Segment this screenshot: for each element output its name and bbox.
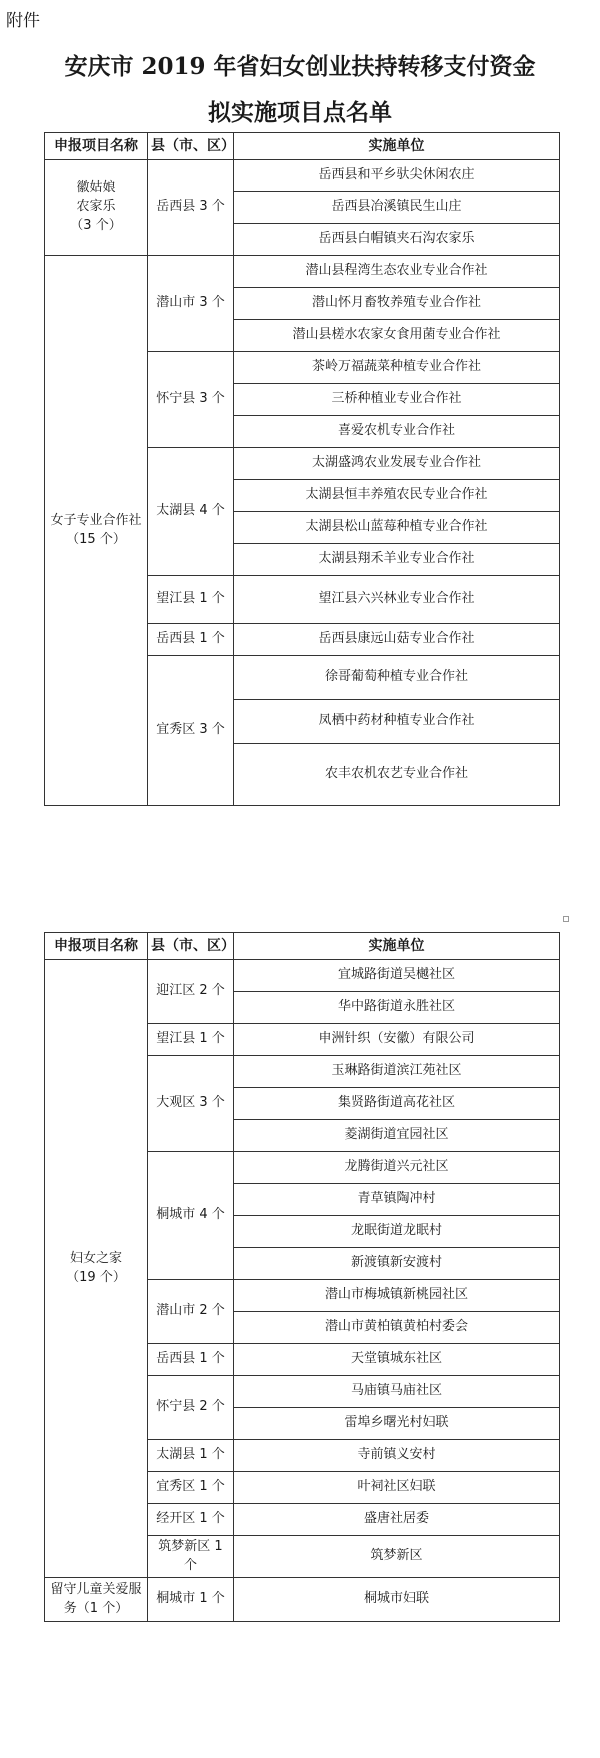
unit-cell: 凤栖中药材种植专业合作社 xyxy=(234,700,560,744)
header-unit: 实施单位 xyxy=(234,933,560,960)
page-title-line-2: 拟实施项目点名单 xyxy=(208,99,392,126)
unit-cell: 徐哥葡萄种植专业合作社 xyxy=(234,656,560,700)
unit-cell: 喜爱农机专业合作社 xyxy=(234,416,560,448)
project-name-cell xyxy=(45,960,148,1578)
unit-cell: 岳西县冶溪镇民生山庄 xyxy=(234,192,560,224)
unit-cell: 潜山怀月畜牧养殖专业合作社 xyxy=(234,288,560,320)
project-name-cell xyxy=(45,160,148,256)
unit-cell: 望江县六兴林业专业合作社 xyxy=(234,576,560,624)
unit-cell: 潜山县槎水农家女食用菌专业合作社 xyxy=(234,320,560,352)
header-unit: 实施单位 xyxy=(234,133,560,160)
county-cell: 岳西县 1 个 xyxy=(148,624,234,656)
unit-cell: 太湖县恒丰养殖农民专业合作社 xyxy=(234,480,560,512)
table-header-row xyxy=(45,933,560,960)
unit-cell: 岳西县康远山菇专业合作社 xyxy=(234,624,560,656)
county-cell: 岳西县 1 个 xyxy=(148,1344,234,1376)
unit-cell: 菱湖街道宜园社区 xyxy=(234,1120,560,1152)
page-break-marker xyxy=(563,916,569,922)
unit-cell: 雷埠乡曙光村妇联 xyxy=(234,1408,560,1440)
county-cell: 宜秀区 3 个 xyxy=(148,656,234,806)
unit-cell: 岳西县白帽镇夹石沟农家乐 xyxy=(234,224,560,256)
county-cell: 经开区 1 个 xyxy=(148,1504,234,1536)
project-table-1 xyxy=(44,132,560,806)
county-cell: 望江县 1 个 xyxy=(148,576,234,624)
header-county: 县（市、区） xyxy=(148,933,234,960)
project-name-cell xyxy=(45,256,148,806)
unit-cell: 马庙镇马庙社区 xyxy=(234,1376,560,1408)
unit-cell: 太湖盛鸿农业发展专业合作社 xyxy=(234,448,560,480)
county-cell: 太湖县 4 个 xyxy=(148,448,234,576)
unit-cell: 申洲针织（安徽）有限公司 xyxy=(234,1024,560,1056)
table-header-row xyxy=(45,133,560,160)
unit-cell: 岳西县和平乡驮尖休闲农庄 xyxy=(234,160,560,192)
project-name-line: 留守儿童关爱服务（1 个） xyxy=(50,1581,142,1616)
unit-cell: 农丰农机农艺专业合作社 xyxy=(234,744,560,806)
unit-cell: 太湖县松山蓝莓种植专业合作社 xyxy=(234,512,560,544)
unit-cell: 潜山市梅城镇新桃园社区 xyxy=(234,1280,560,1312)
unit-cell: 三桥种植业专业合作社 xyxy=(234,384,560,416)
county-cell: 桐城市 1 个 xyxy=(148,1578,234,1622)
header-county: 县（市、区） xyxy=(148,133,234,160)
project-table-2 xyxy=(44,932,560,1622)
unit-cell: 宜城路街道吴樾社区 xyxy=(234,960,560,992)
unit-cell: 华中路街道永胜社区 xyxy=(234,992,560,1024)
unit-cell: 桐城市妇联 xyxy=(234,1578,560,1622)
county-cell: 宜秀区 1 个 xyxy=(148,1472,234,1504)
county-cell: 潜山市 2 个 xyxy=(148,1280,234,1344)
county-cell: 望江县 1 个 xyxy=(148,1024,234,1056)
project-name-line: 女子专业合作社 xyxy=(50,512,142,528)
project-name-line: （15 个） xyxy=(66,531,126,547)
unit-cell: 寺前镇义安村 xyxy=(234,1440,560,1472)
county-cell: 桐城市 4 个 xyxy=(148,1152,234,1280)
page-title-line-1: 安庆市 2019 年省妇女创业扶持转移支付资金 xyxy=(64,53,536,80)
unit-cell: 青草镇陶冲村 xyxy=(234,1184,560,1216)
header-project: 申报项目名称 xyxy=(45,133,148,160)
table-row xyxy=(45,256,560,288)
unit-cell: 叶祠社区妇联 xyxy=(234,1472,560,1504)
table-row xyxy=(45,960,560,992)
unit-cell: 集贤路街道高花社区 xyxy=(234,1088,560,1120)
project-name-line: （3 个） xyxy=(70,217,122,233)
project-name-line: 农家乐 xyxy=(76,199,116,215)
unit-cell: 龙腾街道兴元社区 xyxy=(234,1152,560,1184)
project-name-line: （19 个） xyxy=(66,1269,126,1285)
table-row xyxy=(45,160,560,192)
unit-cell: 新渡镇新安渡村 xyxy=(234,1248,560,1280)
county-cell: 太湖县 1 个 xyxy=(148,1440,234,1472)
county-cell: 迎江区 2 个 xyxy=(148,960,234,1024)
unit-cell: 天堂镇城东社区 xyxy=(234,1344,560,1376)
unit-cell: 潜山县程湾生态农业专业合作社 xyxy=(234,256,560,288)
unit-cell: 茶岭万福蔬菜种植专业合作社 xyxy=(234,352,560,384)
county-cell: 怀宁县 3 个 xyxy=(148,352,234,448)
project-name-cell xyxy=(45,1578,148,1622)
project-name-line: 妇女之家 xyxy=(69,1250,122,1266)
unit-cell: 太湖县翔禾羊业专业合作社 xyxy=(234,544,560,576)
unit-cell: 潜山市黄柏镇黄柏村委会 xyxy=(234,1312,560,1344)
unit-cell: 盛唐社居委 xyxy=(234,1504,560,1536)
attachment-label: 附件 xyxy=(6,11,40,31)
county-cell: 怀宁县 2 个 xyxy=(148,1376,234,1440)
project-name-line: 徽姑娘 xyxy=(76,180,116,196)
county-cell: 大观区 3 个 xyxy=(148,1056,234,1152)
unit-cell: 筑梦新区 xyxy=(234,1536,560,1578)
header-project: 申报项目名称 xyxy=(45,933,148,960)
unit-cell: 玉琳路街道滨江苑社区 xyxy=(234,1056,560,1088)
unit-cell: 龙眠街道龙眠村 xyxy=(234,1216,560,1248)
county-cell: 岳西县 3 个 xyxy=(148,160,234,256)
county-cell: 筑梦新区 1 个 xyxy=(148,1536,234,1578)
county-cell: 潜山市 3 个 xyxy=(148,256,234,352)
table-row xyxy=(45,1578,560,1622)
